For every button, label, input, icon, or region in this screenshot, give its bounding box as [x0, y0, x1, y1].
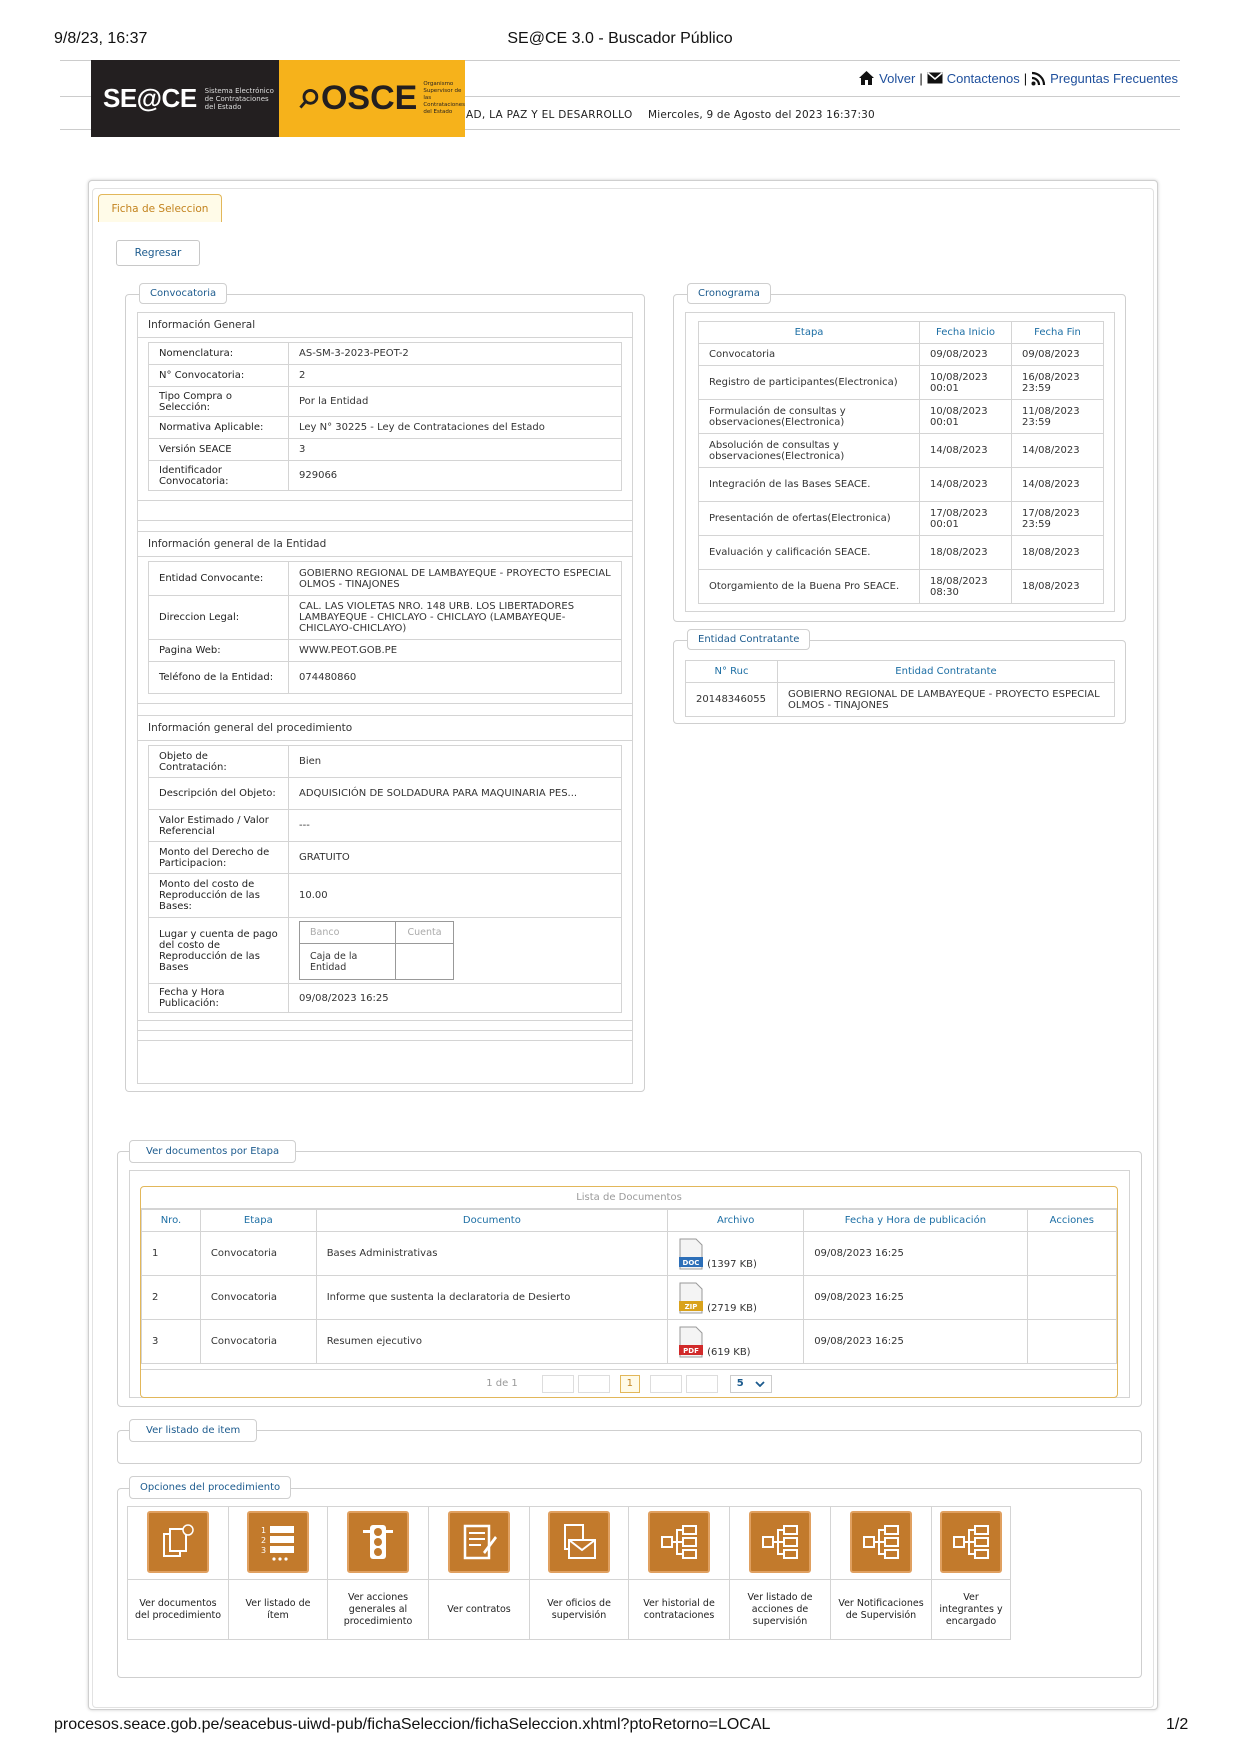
- etapa-cell: Convocatoria: [699, 344, 920, 366]
- seace-logo-sub: Sistema Electrónico de Contrataciones del Estado: [204, 86, 274, 111]
- nro-cell: 2: [142, 1276, 201, 1320]
- banco-header: Banco: [300, 922, 396, 944]
- convocatoria-content: [137, 312, 633, 1084]
- banco-value: Caja de la Entidad: [300, 944, 396, 980]
- svg-text:1: 1: [261, 1526, 267, 1535]
- cronograma-row: [699, 400, 1104, 434]
- documentos-header: Nro.: [142, 1210, 201, 1232]
- convocatoria-legend: Convocatoria: [139, 283, 227, 304]
- general-title: Información General: [138, 313, 632, 338]
- svg-text:DOC: DOC: [682, 1258, 700, 1267]
- cronograma-row: [699, 344, 1104, 366]
- documentos-header: Etapa: [200, 1210, 316, 1232]
- file-size: (1397 KB): [707, 1258, 757, 1270]
- osce-logo: [279, 60, 465, 137]
- opcion-button[interactable]: [628, 1506, 730, 1640]
- cronograma-row: [699, 468, 1104, 502]
- cronograma-header: Fecha Inicio: [920, 322, 1012, 344]
- items-fieldset: [117, 1430, 1142, 1464]
- opcion-label: Ver oficios de supervisión: [547, 1598, 611, 1621]
- opcion-button[interactable]: [327, 1506, 429, 1640]
- print-url: procesos.seace.gob.pe/seacebus-uiwd-pub/fichaSeleccion/fichaSeleccion.xhtml?ptoRetorno=LOCAL: [54, 1716, 771, 1733]
- numbered-list-icon: [247, 1511, 309, 1573]
- archivo-cell: [668, 1232, 804, 1276]
- paginator: [141, 1369, 1117, 1397]
- acciones-cell: [1027, 1320, 1116, 1364]
- fecha-fin-cell: 09/08/2023: [1012, 344, 1104, 366]
- fecha-inicio-cell: 10/08/2023 00:01: [920, 366, 1012, 400]
- etapa-cell: Convocatoria: [200, 1320, 316, 1364]
- print-page: 1/2: [1166, 1716, 1189, 1733]
- fecha-fin-cell: 14/08/2023: [1012, 468, 1104, 502]
- kv-key: Tipo Compra o Selección:: [149, 387, 289, 417]
- cronograma-table: [698, 321, 1104, 604]
- traffic-light-icon: [347, 1511, 409, 1573]
- fecha-inicio-cell: 18/08/2023: [920, 536, 1012, 570]
- kv-key: Objeto de Contratación:: [149, 746, 289, 778]
- kv-row: [149, 662, 622, 694]
- hierarchy-icon: [749, 1511, 811, 1573]
- fecha-value: 09/08/2023 16:25: [289, 984, 622, 1013]
- opcion-label: Ver historial de contrataciones: [643, 1598, 715, 1621]
- items-legend[interactable]: Ver listado de item: [129, 1419, 257, 1442]
- etapa-cell: Integración de las Bases SEACE.: [699, 468, 920, 502]
- cuenta-value: [396, 944, 454, 980]
- kv-row: [149, 387, 622, 417]
- envelope-icon: [927, 72, 943, 84]
- documento-row: [142, 1320, 1117, 1364]
- magnifier-logo-icon: [299, 84, 319, 114]
- print-title: SE@CE 3.0 - Buscador Público: [507, 30, 733, 47]
- fecha-fin-cell: 17/08/2023 23:59: [1012, 502, 1104, 536]
- home-icon: [858, 70, 875, 86]
- fecha-inicio-cell: 14/08/2023: [920, 468, 1012, 502]
- opcion-label: Ver integrantes y encargado: [939, 1592, 1003, 1627]
- hierarchy-icon: [850, 1511, 912, 1573]
- kv-row: [149, 778, 622, 810]
- rows-per-page-select[interactable]: [730, 1375, 772, 1393]
- cronograma-header: Fecha Fin: [1012, 322, 1104, 344]
- faq-link[interactable]: Preguntas Frecuentes: [1050, 70, 1178, 86]
- kv-value: CAL. LAS VIOLETAS NRO. 148 URB. LOS LIBERTADORES LAMBAYEQUE - CHICLAYO - CHICLAYO (LAMBAYEQUE-CHICLAYO-CHICLAYO): [289, 596, 622, 640]
- kv-value: AS-SM-3-2023-PEOT-2: [289, 343, 622, 365]
- osce-logo-text: OSCE: [320, 79, 418, 117]
- fecha-cell: 09/08/2023 16:25: [804, 1276, 1027, 1320]
- etapa-cell: Convocatoria: [200, 1276, 316, 1320]
- etapa-cell: Absolución de consultas y observaciones(Electronica): [699, 434, 920, 468]
- separator: |: [1023, 70, 1028, 86]
- cuenta-header: Cuenta: [396, 922, 454, 944]
- etapa-cell: Formulación de consultas y observaciones(Electronica): [699, 400, 920, 434]
- etapa-cell: Evaluación y calificación SEACE.: [699, 536, 920, 570]
- spacer: [138, 1013, 632, 1021]
- kv-key: Nomenclatura:: [149, 343, 289, 365]
- chevron-down-icon: [755, 1381, 765, 1387]
- cronograma-row: [699, 570, 1104, 604]
- documento-row: [142, 1276, 1117, 1320]
- documentos-caption: Lista de Documentos: [141, 1187, 1117, 1209]
- svg-text:ZIP: ZIP: [684, 1302, 698, 1311]
- kv-row: [149, 343, 622, 365]
- kv-value: 2: [289, 365, 622, 387]
- opcion-label: Ver Notificaciones de Supervisión: [838, 1598, 924, 1621]
- file-size: (619 KB): [707, 1346, 751, 1358]
- kv-row: [149, 810, 622, 842]
- etapa-cell: Presentación de ofertas(Electronica): [699, 502, 920, 536]
- opcion-button[interactable]: [529, 1506, 629, 1640]
- fecha-inicio-cell: 14/08/2023: [920, 434, 1012, 468]
- fecha-fin-cell: 18/08/2023: [1012, 570, 1104, 604]
- spacer: [138, 1021, 632, 1031]
- fecha-fin-cell: 14/08/2023: [1012, 434, 1104, 468]
- opcion-label: Ver listado de acciones de supervisión: [747, 1592, 813, 1627]
- hierarchy-icon: [648, 1511, 710, 1573]
- kv-row: [149, 842, 622, 874]
- separator: |: [919, 70, 923, 86]
- hierarchy-icon: [940, 1511, 1002, 1573]
- print-datetime: 9/8/23, 16:37: [54, 30, 148, 47]
- spacer: [138, 704, 632, 716]
- documento-cell: Informe que sustenta la declaratoria de Desierto: [316, 1276, 667, 1320]
- cronograma-content: [685, 312, 1115, 612]
- next-page-button[interactable]: [650, 1375, 682, 1393]
- acciones-cell: [1027, 1276, 1116, 1320]
- first-page-button[interactable]: [542, 1375, 574, 1393]
- entidad-header: Entidad Contratante: [778, 661, 1115, 683]
- kv-value: GOBIERNO REGIONAL DE LAMBAYEQUE - PROYECTO ESPECIAL OLMOS - TINAJONES: [289, 562, 622, 596]
- documentos-header: Documento: [316, 1210, 667, 1232]
- proc-title: Información general del procedimiento: [138, 716, 632, 741]
- kv-value: 929066: [289, 461, 622, 491]
- news-ticker: AD, LA PAZ Y EL DESARROLLO: [466, 109, 633, 121]
- fecha-inicio-cell: 10/08/2023 00:01: [920, 400, 1012, 434]
- page-info: 1 de 1: [486, 1378, 518, 1389]
- etapa-cell: Convocatoria: [200, 1232, 316, 1276]
- last-page-button[interactable]: [686, 1375, 718, 1393]
- documentos-datatable: [140, 1186, 1118, 1398]
- entidad-contratante-table: [685, 660, 1115, 717]
- entidad-title: Información general de la Entidad: [138, 531, 632, 557]
- opcion-button[interactable]: [931, 1506, 1011, 1640]
- acciones-cell: [1027, 1232, 1116, 1276]
- kv-key: Pagina Web:: [149, 640, 289, 662]
- documentos-header: Archivo: [668, 1210, 804, 1232]
- cronograma-header: Etapa: [699, 322, 920, 344]
- general-table: [148, 342, 622, 491]
- tab-ficha-seleccion[interactable]: Ficha de Seleccion: [98, 194, 222, 222]
- zip-file-icon[interactable]: [678, 1282, 704, 1314]
- fecha-key: Fecha y Hora Publicación:: [149, 984, 289, 1013]
- kv-key: Monto del costo de Reproducción de las Bases:: [149, 874, 289, 918]
- kv-key: Direccion Legal:: [149, 596, 289, 640]
- fecha-fin-cell: 18/08/2023: [1012, 536, 1104, 570]
- svg-text:PDF: PDF: [683, 1346, 699, 1355]
- kv-row: [149, 746, 622, 778]
- kv-value: 3: [289, 439, 622, 461]
- documento-cell: Bases Administrativas: [316, 1232, 667, 1276]
- kv-key: Identificador Convocatoria:: [149, 461, 289, 491]
- contactenos-link[interactable]: Contactenos: [946, 70, 1020, 86]
- svg-text:3: 3: [261, 1546, 267, 1555]
- kv-key: Normativa Aplicable:: [149, 417, 289, 439]
- etapa-cell: Otorgamiento de la Buena Pro SEACE.: [699, 570, 920, 604]
- cronograma-row: [699, 434, 1104, 468]
- opcion-label: Ver acciones generales al procedimiento: [343, 1592, 413, 1627]
- documentos-header: Acciones: [1027, 1210, 1116, 1232]
- ruc-header: N° Ruc: [686, 661, 778, 683]
- fecha-inicio-cell: 09/08/2023: [920, 344, 1012, 366]
- opciones-row: [127, 1506, 1129, 1640]
- fecha-inicio-cell: 18/08/2023 08:30: [920, 570, 1012, 604]
- nro-cell: 3: [142, 1320, 201, 1364]
- documento-row: [142, 1232, 1117, 1276]
- kv-key: Valor Estimado / Valor Referencial: [149, 810, 289, 842]
- documents-clock-icon: [147, 1511, 209, 1573]
- opcion-label: Ver documentos del procedimiento: [134, 1598, 222, 1621]
- rss-icon: [1031, 71, 1046, 86]
- cronograma-row: [699, 366, 1104, 400]
- etapa-cell: Registro de participantes(Electronica): [699, 366, 920, 400]
- current-page-button[interactable]: 1: [620, 1375, 640, 1393]
- documentos-legend[interactable]: Ver documentos por Etapa: [129, 1140, 296, 1163]
- opcion-label: Ver contratos: [447, 1604, 511, 1615]
- proc-table: [148, 745, 622, 1013]
- lugar-value: [289, 918, 622, 984]
- regresar-button[interactable]: Regresar: [116, 240, 200, 266]
- spacer: [138, 694, 632, 704]
- opcion-button[interactable]: [228, 1506, 328, 1640]
- kv-key: Descripción del Objeto:: [149, 778, 289, 810]
- kv-value: Por la Entidad: [289, 387, 622, 417]
- spacer: [138, 491, 632, 501]
- ruc-value: 20148346055: [686, 683, 778, 717]
- kv-row: [149, 640, 622, 662]
- cronograma-legend: Cronograma: [687, 283, 771, 304]
- documento-cell: Resumen ejecutivo: [316, 1320, 667, 1364]
- kv-row: [149, 439, 622, 461]
- fecha-fin-cell: 16/08/2023 23:59: [1012, 366, 1104, 400]
- file-size: (2719 KB): [707, 1302, 757, 1314]
- archivo-cell: [668, 1320, 804, 1364]
- rows-per-page-value: 5: [736, 1378, 744, 1389]
- nro-cell: 1: [142, 1232, 201, 1276]
- volver-link[interactable]: Volver: [879, 70, 916, 86]
- kv-value: Ley N° 30225 - Ley de Contrataciones del Estado: [289, 417, 622, 439]
- spacer: [138, 521, 632, 531]
- kv-value: ADQUISICIÓN DE SOLDADURA PARA MAQUINARIA PES...: [289, 778, 622, 810]
- kv-key: Entidad Convocante:: [149, 562, 289, 596]
- kv-value: WWW.PEOT.GOB.PE: [289, 640, 622, 662]
- fecha-cell: 09/08/2023 16:25: [804, 1320, 1027, 1364]
- fecha-row: [149, 984, 622, 1013]
- kv-value: GRATUITO: [289, 842, 622, 874]
- kv-key: N° Convocatoria:: [149, 365, 289, 387]
- pdf-file-icon[interactable]: [678, 1326, 704, 1358]
- fecha-inicio-cell: 17/08/2023 00:01: [920, 502, 1012, 536]
- kv-value: 074480860: [289, 662, 622, 694]
- kv-row: [149, 874, 622, 918]
- kv-row: [149, 562, 622, 596]
- spacer: [138, 1031, 632, 1041]
- kv-row: [149, 365, 622, 387]
- cronograma-row: [699, 536, 1104, 570]
- envelope-document-icon: [548, 1511, 610, 1573]
- opcion-label: Ver listado de ítem: [245, 1598, 311, 1621]
- osce-logo-sub: Organismo Supervisor de las Contrataciones del Estado: [423, 81, 466, 115]
- entidad-contratante-legend: Entidad Contratante: [687, 629, 810, 650]
- archivo-cell: [668, 1276, 804, 1320]
- opciones-legend: Opciones del procedimiento: [129, 1476, 291, 1499]
- cronograma-row: [699, 502, 1104, 536]
- kv-key: Teléfono de la Entidad:: [149, 662, 289, 694]
- fecha-cell: 09/08/2023 16:25: [804, 1232, 1027, 1276]
- prev-page-button[interactable]: [578, 1375, 610, 1393]
- header-links: [858, 70, 1178, 86]
- kv-row: [149, 596, 622, 640]
- kv-value: Bien: [289, 746, 622, 778]
- word-doc-icon[interactable]: [678, 1238, 704, 1270]
- svg-text:2: 2: [261, 1536, 267, 1545]
- opcion-button[interactable]: [127, 1506, 229, 1640]
- documentos-table: [141, 1209, 1117, 1364]
- kv-key: Monto del Derecho de Participacion:: [149, 842, 289, 874]
- kv-value: 10.00: [289, 874, 622, 918]
- entidad-table: [148, 561, 622, 694]
- entidad-value: GOBIERNO REGIONAL DE LAMBAYEQUE - PROYECTO ESPECIAL OLMOS - TINAJONES: [778, 683, 1115, 717]
- spacer: [138, 501, 632, 521]
- kv-value: ---: [289, 810, 622, 842]
- lugar-row: [149, 918, 622, 984]
- opcion-button[interactable]: [428, 1506, 530, 1640]
- seace-logo-text: SE@CE: [103, 83, 197, 113]
- documentos-header: Fecha y Hora de publicación: [804, 1210, 1027, 1232]
- seace-logo: [91, 60, 279, 137]
- fecha-fin-cell: 11/08/2023 23:59: [1012, 400, 1104, 434]
- opcion-button[interactable]: [830, 1506, 932, 1640]
- contract-pen-icon: [448, 1511, 510, 1573]
- kv-key: Versión SEACE: [149, 439, 289, 461]
- lugar-key: Lugar y cuenta de pago del costo de Reproducción de las Bases: [149, 918, 289, 984]
- header-date: Miercoles, 9 de Agosto del 2023 16:37:30: [648, 109, 875, 121]
- kv-row: [149, 461, 622, 491]
- opcion-button[interactable]: [729, 1506, 831, 1640]
- kv-row: [149, 417, 622, 439]
- banco-table: [299, 921, 454, 980]
